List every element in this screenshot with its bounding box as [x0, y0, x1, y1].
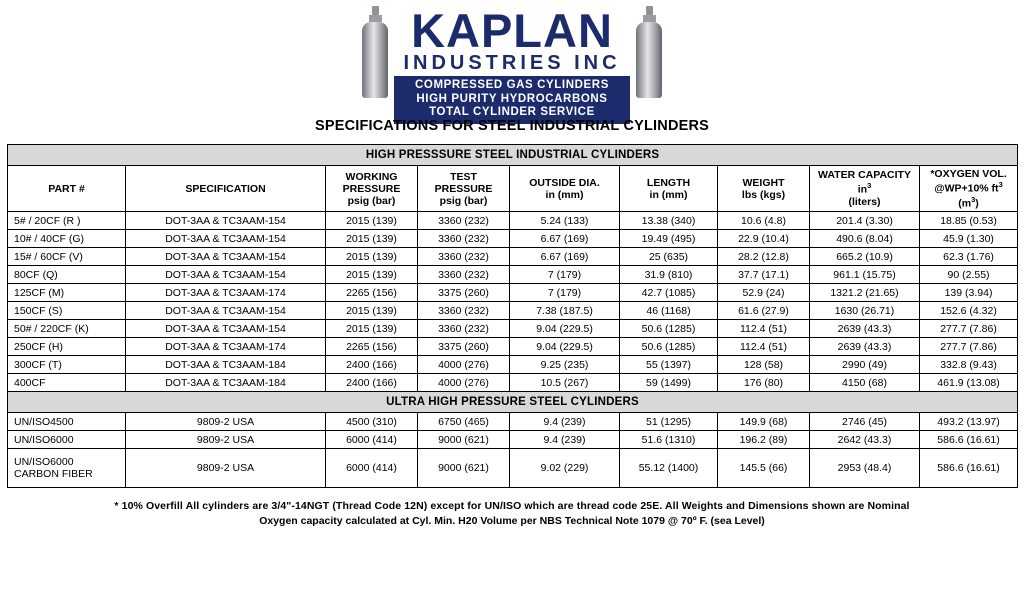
cell-weight: 52.9 (24)	[718, 284, 810, 302]
column-header-test-pressure-unit: psig (bar)	[439, 194, 488, 207]
cell-weight: 10.6 (4.8)	[718, 212, 810, 230]
logo-group	[362, 6, 662, 124]
cell-test-pressure: 3360 (232)	[418, 248, 510, 266]
cell-specification: DOT-3AA & TC3AAM-184	[126, 356, 326, 374]
cell-length: 59 (1499)	[620, 374, 718, 392]
cell-oxygen-volume: 152.6 (4.32)	[920, 302, 1018, 320]
section-header-ultra-high-pressure-label: ULTRA HIGH PRESSURE STEEL CYLINDERS	[8, 392, 1018, 413]
cell-oxygen-volume: 277.7 (7.86)	[920, 338, 1018, 356]
cell-part-number: 300CF (T)	[8, 356, 126, 374]
cell-outside-dia: 9.02 (229)	[510, 449, 620, 488]
cell-working-pressure: 4500 (310)	[326, 413, 418, 431]
cell-working-pressure: 2400 (166)	[326, 356, 418, 374]
cell-part-number: 400CF	[8, 374, 126, 392]
cell-specification: 9809-2 USA	[126, 449, 326, 488]
high-pressure-rows	[8, 212, 1018, 392]
cell-length: 25 (635)	[620, 248, 718, 266]
cell-oxygen-volume: 586.6 (16.61)	[920, 449, 1018, 488]
cell-oxygen-volume: 139 (3.94)	[920, 284, 1018, 302]
tagline-line-3: TOTAL CYLINDER SERVICE	[429, 106, 595, 118]
cell-test-pressure: 9000 (621)	[418, 431, 510, 449]
footnote-line-2: Oxygen capacity calculated at Cyl. Min. H20 Volume per NBS Technical Note 1079 @ 70º F. (sea Level)	[259, 515, 765, 527]
cell-test-pressure: 9000 (621)	[418, 449, 510, 488]
column-header-working-pressure	[326, 166, 418, 212]
gas-cylinder-icon-right	[636, 6, 662, 98]
cell-working-pressure: 2265 (156)	[326, 338, 418, 356]
column-header-outside-dia	[510, 166, 620, 212]
cell-length: 50.6 (1285)	[620, 320, 718, 338]
ultra-high-pressure-rows	[8, 413, 1018, 488]
cell-outside-dia: 9.4 (239)	[510, 413, 620, 431]
cell-specification: DOT-3AA & TC3AAM-154	[126, 302, 326, 320]
column-header-length-label: LENGTH	[646, 176, 691, 189]
cell-specification: DOT-3AA & TC3AAM-154	[126, 230, 326, 248]
cell-test-pressure: 6750 (465)	[418, 413, 510, 431]
logo-text-group	[394, 6, 630, 124]
cell-length: 31.9 (810)	[620, 266, 718, 284]
cell-working-pressure: 6000 (414)	[326, 449, 418, 488]
column-header-working-pressure-unit: psig (bar)	[347, 194, 396, 207]
column-header-weight-unit: lbs (kgs)	[741, 188, 786, 201]
brand-subtitle: INDUSTRIES INC	[403, 52, 621, 74]
cell-working-pressure: 2265 (156)	[326, 284, 418, 302]
cell-part-number: UN/ISO6000	[8, 431, 126, 449]
cell-length: 51.6 (1310)	[620, 431, 718, 449]
cell-weight: 128 (58)	[718, 356, 810, 374]
column-header-length	[620, 166, 718, 212]
cell-water-capacity: 2746 (45)	[810, 413, 920, 431]
cell-length: 51 (1295)	[620, 413, 718, 431]
cell-oxygen-volume: 493.2 (13.97)	[920, 413, 1018, 431]
cell-working-pressure: 2015 (139)	[326, 212, 418, 230]
cell-working-pressure: 2015 (139)	[326, 230, 418, 248]
cell-test-pressure: 3375 (260)	[418, 338, 510, 356]
cell-test-pressure: 3360 (232)	[418, 266, 510, 284]
cell-water-capacity: 4150 (68)	[810, 374, 920, 392]
cell-outside-dia: 6.67 (169)	[510, 248, 620, 266]
cell-water-capacity: 1630 (26.71)	[810, 302, 920, 320]
column-header-outside-dia-unit: in (mm)	[545, 188, 584, 201]
cell-water-capacity: 2953 (48.4)	[810, 449, 920, 488]
cell-specification: DOT-3AA & TC3AAM-184	[126, 374, 326, 392]
footnote	[7, 488, 1017, 529]
table-row	[8, 431, 1018, 449]
cell-water-capacity: 2990 (49)	[810, 356, 920, 374]
table-row	[8, 413, 1018, 431]
cell-specification: DOT-3AA & TC3AAM-174	[126, 338, 326, 356]
cell-part-number: 10# / 40CF (G)	[8, 230, 126, 248]
specifications-table-wrapper	[7, 144, 1017, 488]
cell-weight: 149.9 (68)	[718, 413, 810, 431]
cell-length: 19.49 (495)	[620, 230, 718, 248]
column-header-test-pressure	[418, 166, 510, 212]
cell-length: 55 (1397)	[620, 356, 718, 374]
table-row	[8, 266, 1018, 284]
cell-length: 46 (1168)	[620, 302, 718, 320]
cell-water-capacity: 2639 (43.3)	[810, 320, 920, 338]
cell-weight: 37.7 (17.1)	[718, 266, 810, 284]
cell-part-number: 15# / 60CF (V)	[8, 248, 126, 266]
cell-part-number: 50# / 220CF (K)	[8, 320, 126, 338]
cell-weight: 112.4 (51)	[718, 338, 810, 356]
cell-specification: 9809-2 USA	[126, 413, 326, 431]
company-logo	[0, 0, 1024, 118]
cell-water-capacity: 665.2 (10.9)	[810, 248, 920, 266]
cell-weight: 112.4 (51)	[718, 320, 810, 338]
column-header-water-capacity	[810, 166, 920, 212]
table-row	[8, 212, 1018, 230]
page-title: SPECIFICATIONS FOR STEEL INDUSTRIAL CYLINDERS	[314, 118, 710, 134]
cell-water-capacity: 2639 (43.3)	[810, 338, 920, 356]
cell-oxygen-volume: 45.9 (1.30)	[920, 230, 1018, 248]
cell-specification: DOT-3AA & TC3AAM-154	[126, 212, 326, 230]
cell-weight: 61.6 (27.9)	[718, 302, 810, 320]
cell-weight: 196.2 (89)	[718, 431, 810, 449]
gas-cylinder-icon-left	[362, 6, 388, 98]
cell-part-number: 250CF (H)	[8, 338, 126, 356]
cell-water-capacity: 2642 (43.3)	[810, 431, 920, 449]
table-row	[8, 230, 1018, 248]
cell-water-capacity: 1321.2 (21.65)	[810, 284, 920, 302]
cell-specification: DOT-3AA & TC3AAM-154	[126, 320, 326, 338]
section-header-high-pressure	[8, 145, 1018, 166]
cell-test-pressure: 3360 (232)	[418, 302, 510, 320]
cell-outside-dia: 9.04 (229.5)	[510, 338, 620, 356]
cell-working-pressure: 6000 (414)	[326, 431, 418, 449]
cell-oxygen-volume: 586.6 (16.61)	[920, 431, 1018, 449]
cell-length: 55.12 (1400)	[620, 449, 718, 488]
cell-outside-dia: 7 (179)	[510, 284, 620, 302]
cell-oxygen-volume: 90 (2.55)	[920, 266, 1018, 284]
cell-specification: 9809-2 USA	[126, 431, 326, 449]
tagline-line-2: HIGH PURITY HYDROCARBONS	[416, 92, 608, 105]
cell-part-number: 5# / 20CF (R )	[8, 212, 126, 230]
cell-specification: DOT-3AA & TC3AAM-174	[126, 284, 326, 302]
cell-outside-dia: 9.4 (239)	[510, 431, 620, 449]
cell-water-capacity: 961.1 (15.75)	[810, 266, 920, 284]
cell-working-pressure: 2015 (139)	[326, 320, 418, 338]
column-header-weight	[718, 166, 810, 212]
table-header-row	[8, 166, 1018, 212]
column-header-outside-dia-label: OUTSIDE DIA.	[529, 176, 600, 189]
table-row	[8, 302, 1018, 320]
cell-length: 50.6 (1285)	[620, 338, 718, 356]
table-row	[8, 248, 1018, 266]
cell-part-number: UN/ISO4500	[8, 413, 126, 431]
cell-part-number: UN/ISO6000 CARBON FIBER	[8, 449, 126, 488]
cell-oxygen-volume: 461.9 (13.08)	[920, 374, 1018, 392]
cell-oxygen-volume: 332.8 (9.43)	[920, 356, 1018, 374]
tagline-line-1: COMPRESSED GAS CYLINDERS	[415, 79, 609, 91]
table-row	[8, 338, 1018, 356]
column-header-weight-label: WEIGHT	[742, 176, 785, 189]
cell-water-capacity: 201.4 (3.30)	[810, 212, 920, 230]
cell-test-pressure: 3360 (232)	[418, 320, 510, 338]
cell-weight: 22.9 (10.4)	[718, 230, 810, 248]
cell-oxygen-volume: 277.7 (7.86)	[920, 320, 1018, 338]
cell-part-number: 125CF (M)	[8, 284, 126, 302]
section-header-ultra-high-pressure	[8, 392, 1018, 413]
table-row	[8, 320, 1018, 338]
cell-working-pressure: 2400 (166)	[326, 374, 418, 392]
column-header-length-unit: in (mm)	[649, 188, 688, 201]
cell-length: 42.7 (1085)	[620, 284, 718, 302]
cell-length: 13.38 (340)	[620, 212, 718, 230]
column-header-specification: SPECIFICATION	[126, 166, 326, 212]
cell-part-number: 150CF (S)	[8, 302, 126, 320]
column-header-test-pressure-label: TEST PRESSURE	[434, 170, 493, 195]
cell-outside-dia: 5.24 (133)	[510, 212, 620, 230]
cell-test-pressure: 3360 (232)	[418, 230, 510, 248]
table-row	[8, 374, 1018, 392]
cell-outside-dia: 10.5 (267)	[510, 374, 620, 392]
brand-name: KAPLAN	[411, 4, 613, 57]
column-header-working-pressure-label: WORKING PRESSURE	[342, 170, 401, 195]
cell-water-capacity: 490.6 (8.04)	[810, 230, 920, 248]
footnote-line-1: * 10% Overfill All cylinders are 3/4"-14NGT (Thread Code 12N) except for UN/ISO which are thread code 25E. All Weights and Dimensions shown are Nominal	[114, 500, 910, 512]
cell-outside-dia: 7.38 (187.5)	[510, 302, 620, 320]
column-header-oxygen-volume-label: *OXYGEN VOL. @WP+10% $ft^3$	[930, 168, 1007, 195]
section-header-high-pressure-label: HIGH PRESSSURE STEEL INDUSTRIAL CYLINDERS	[8, 145, 1018, 166]
cell-outside-dia: 6.67 (169)	[510, 230, 620, 248]
specifications-table	[7, 144, 1018, 488]
table-row	[8, 356, 1018, 374]
cell-outside-dia: 9.25 (235)	[510, 356, 620, 374]
cell-test-pressure: 3360 (232)	[418, 212, 510, 230]
cell-test-pressure: 4000 (276)	[418, 374, 510, 392]
cell-outside-dia: 7 (179)	[510, 266, 620, 284]
cell-oxygen-volume: 62.3 (1.76)	[920, 248, 1018, 266]
cell-specification: DOT-3AA & TC3AAM-154	[126, 248, 326, 266]
column-header-oxygen-volume-unit: $(m^3)$	[958, 194, 979, 209]
cell-weight: 145.5 (66)	[718, 449, 810, 488]
cell-part-number: 80CF (Q)	[8, 266, 126, 284]
cell-test-pressure: 4000 (276)	[418, 356, 510, 374]
table-row	[8, 449, 1018, 488]
cell-working-pressure: 2015 (139)	[326, 266, 418, 284]
column-header-part: PART #	[8, 166, 126, 212]
cell-weight: 28.2 (12.8)	[718, 248, 810, 266]
cell-working-pressure: 2015 (139)	[326, 302, 418, 320]
cell-oxygen-volume: 18.85 (0.53)	[920, 212, 1018, 230]
column-header-water-capacity-unit: (liters)	[848, 195, 881, 208]
column-header-water-capacity-label: WATER CAPACITY $in^3$	[818, 169, 911, 196]
cell-test-pressure: 3375 (260)	[418, 284, 510, 302]
cell-outside-dia: 9.04 (229.5)	[510, 320, 620, 338]
cell-working-pressure: 2015 (139)	[326, 248, 418, 266]
column-header-oxygen-volume	[920, 166, 1018, 212]
cell-specification: DOT-3AA & TC3AAM-154	[126, 266, 326, 284]
cell-weight: 176 (80)	[718, 374, 810, 392]
table-row	[8, 284, 1018, 302]
